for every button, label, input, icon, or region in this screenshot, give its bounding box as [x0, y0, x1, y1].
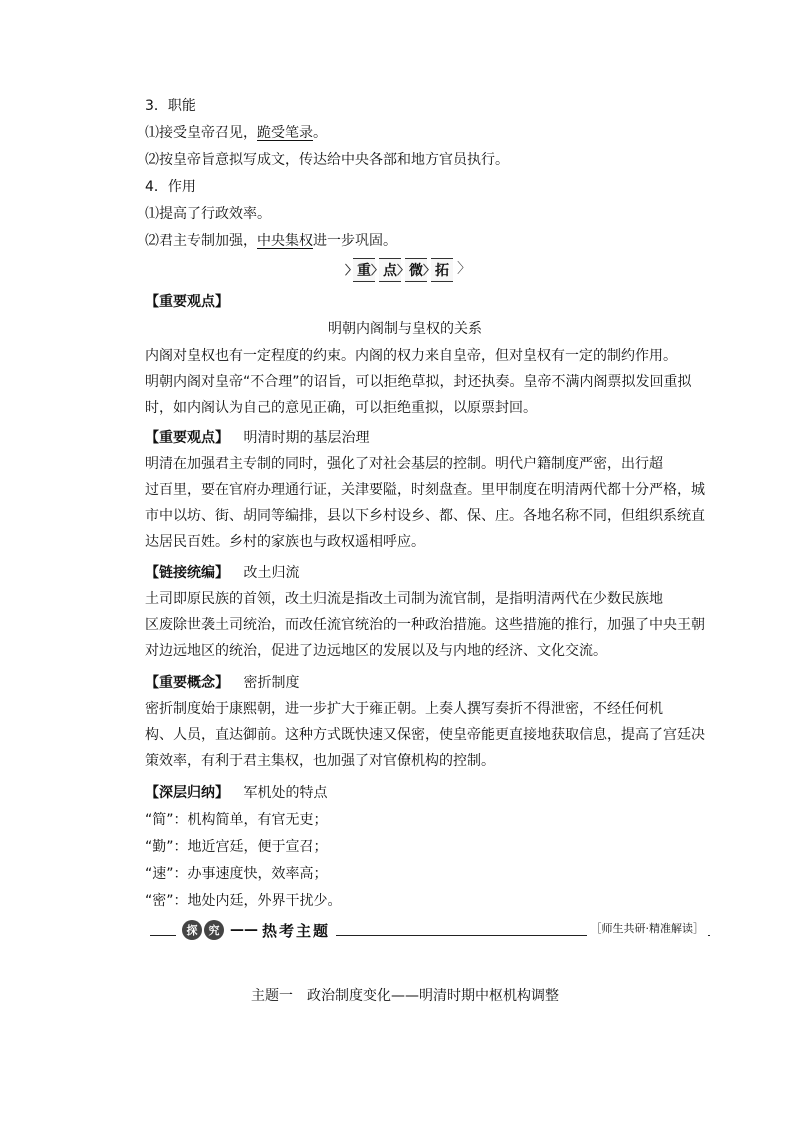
functions-item-1-suffix: 。: [313, 125, 327, 141]
effects-item-2: [145, 231, 397, 251]
banner-dash: ——: [230, 922, 258, 938]
cabinet-line-1: 内阁对皇权也有一定程度的约束。内阁的权力来自皇帝，但对皇权有一定的制约作用。: [145, 348, 677, 364]
grassroots-line-1: 明清在加强君主专制的同时，强化了对社会基层的控制。明代户籍制度严密，出行超: [145, 456, 663, 472]
effects-item-2-suffix: 进一步巩固。: [313, 233, 397, 249]
banner-title: 热考主题: [262, 921, 331, 940]
reform-line-2: 区废除世袭土司统治，而改任流官统治的一种政治措施。这些措施的推行，加强了中央王朝: [145, 617, 705, 633]
junjichu-item-4: “密”：地处内廷，外界干扰少。: [145, 893, 342, 909]
secret-line-1: 密折制度始于康熙朝，进一步扩大于雍正朝。上奏人撰写奏折不得泄密，不经任何机: [145, 701, 663, 717]
key-points-badge: [353, 258, 471, 282]
cabinet-title: 明朝内阁制与皇权的关系: [328, 321, 482, 337]
effects-item-2-prefix: ⑵君主专制加强，: [145, 233, 257, 249]
section-3-title: 改土归流: [243, 565, 300, 581]
section-4-title: 密折制度: [243, 675, 300, 691]
section-5-label: 【深层归纳】: [145, 785, 229, 801]
functions-heading: 3．职能: [145, 98, 196, 114]
badge-char-4: 〉 拓: [431, 258, 453, 282]
section-1-label: 【重要观点】: [145, 294, 229, 310]
reform-line-1: 土司即原民族的首领，改土归流是指改土司制为流官制，是指明清两代在少数民族地: [145, 591, 663, 607]
reform-line-3: 对边远地区的统治，促进了边远地区的发展以及与内地的经济、文化交流。: [145, 643, 607, 659]
junjichu-item-2: “勤”：地近宫廷，便于宣召；: [145, 839, 328, 855]
secret-line-3: 策效率，有利于君主集权，也加强了对官僚机构的控制。: [145, 753, 495, 769]
junjichu-item-1: “简”：机构简单，有官无吏；: [145, 812, 328, 828]
section-5-title: 军机处的特点: [243, 785, 328, 801]
cabinet-line-3: 时，如内阁认为自己的意见正确，可以拒绝重拟，以原票封回。: [145, 400, 537, 416]
effects-heading: 4．作用: [145, 179, 196, 195]
badge-end-chevron-icon: 〉: [457, 261, 471, 277]
section-2-header: [145, 428, 369, 448]
secret-line-2: 构、人员，直达御前。这种方式既快速又保密，使皇帝能更直接地获取信息，提高了宫廷决: [145, 727, 705, 743]
section-3-label: 【链接统编】: [145, 565, 229, 581]
section-4-label: 【重要概念】: [145, 675, 229, 691]
section-banner: [150, 917, 710, 943]
banner-tag: ［师生共研·精准解读］: [587, 920, 709, 936]
effects-item-2-underlined: 中央集权: [257, 233, 313, 249]
junjichu-item-3: “速”：办事速度快，效率高；: [145, 866, 328, 882]
topic-title: 主题一 政治制度变化——明清时期中枢机构调整: [251, 988, 559, 1004]
section-4-header: [145, 673, 299, 693]
banner-title-group: [176, 919, 336, 941]
grassroots-line-3: 市中以坊、街、胡同等编排，县以下乡村设乡、都、保、庄。各地名称不同，但组织系统直: [145, 508, 705, 524]
effects-item-1: ⑴提高了行政效率。: [145, 206, 271, 222]
grassroots-line-2: 过百里，要在官府办理通行证，关津要隘，时刻盘查。里甲制度在明清两代都十分严格，城: [145, 482, 705, 498]
cabinet-line-2: 明朝内阁对皇帝“不合理”的诏旨，可以拒绝草拟，封还执奏。皇帝不满内阁票拟发回重拟: [145, 374, 692, 390]
banner-circle-1: 探: [182, 920, 202, 940]
section-2-title: 明清时期的基层治理: [243, 430, 370, 446]
functions-item-2: ⑵按皇帝旨意拟写成文，传达给中央各部和地方官员执行。: [145, 152, 509, 168]
section-5-header: [145, 783, 327, 803]
section-2-label: 【重要观点】: [145, 430, 229, 446]
badge-char-1: 〉 重: [353, 258, 375, 282]
functions-item-1: [145, 123, 327, 143]
badge-char-3: 〉 微: [405, 258, 427, 282]
functions-item-1-underlined: 跪受笔录: [257, 125, 313, 141]
grassroots-line-4: 达居民百姓。乡村的家族也与政权遥相呼应。: [145, 534, 425, 550]
section-3-header: [145, 563, 299, 583]
badge-char-2: 〉 点: [379, 258, 401, 282]
functions-item-1-prefix: ⑴接受皇帝召见，: [145, 125, 257, 141]
banner-circle-2: 究: [204, 920, 224, 940]
